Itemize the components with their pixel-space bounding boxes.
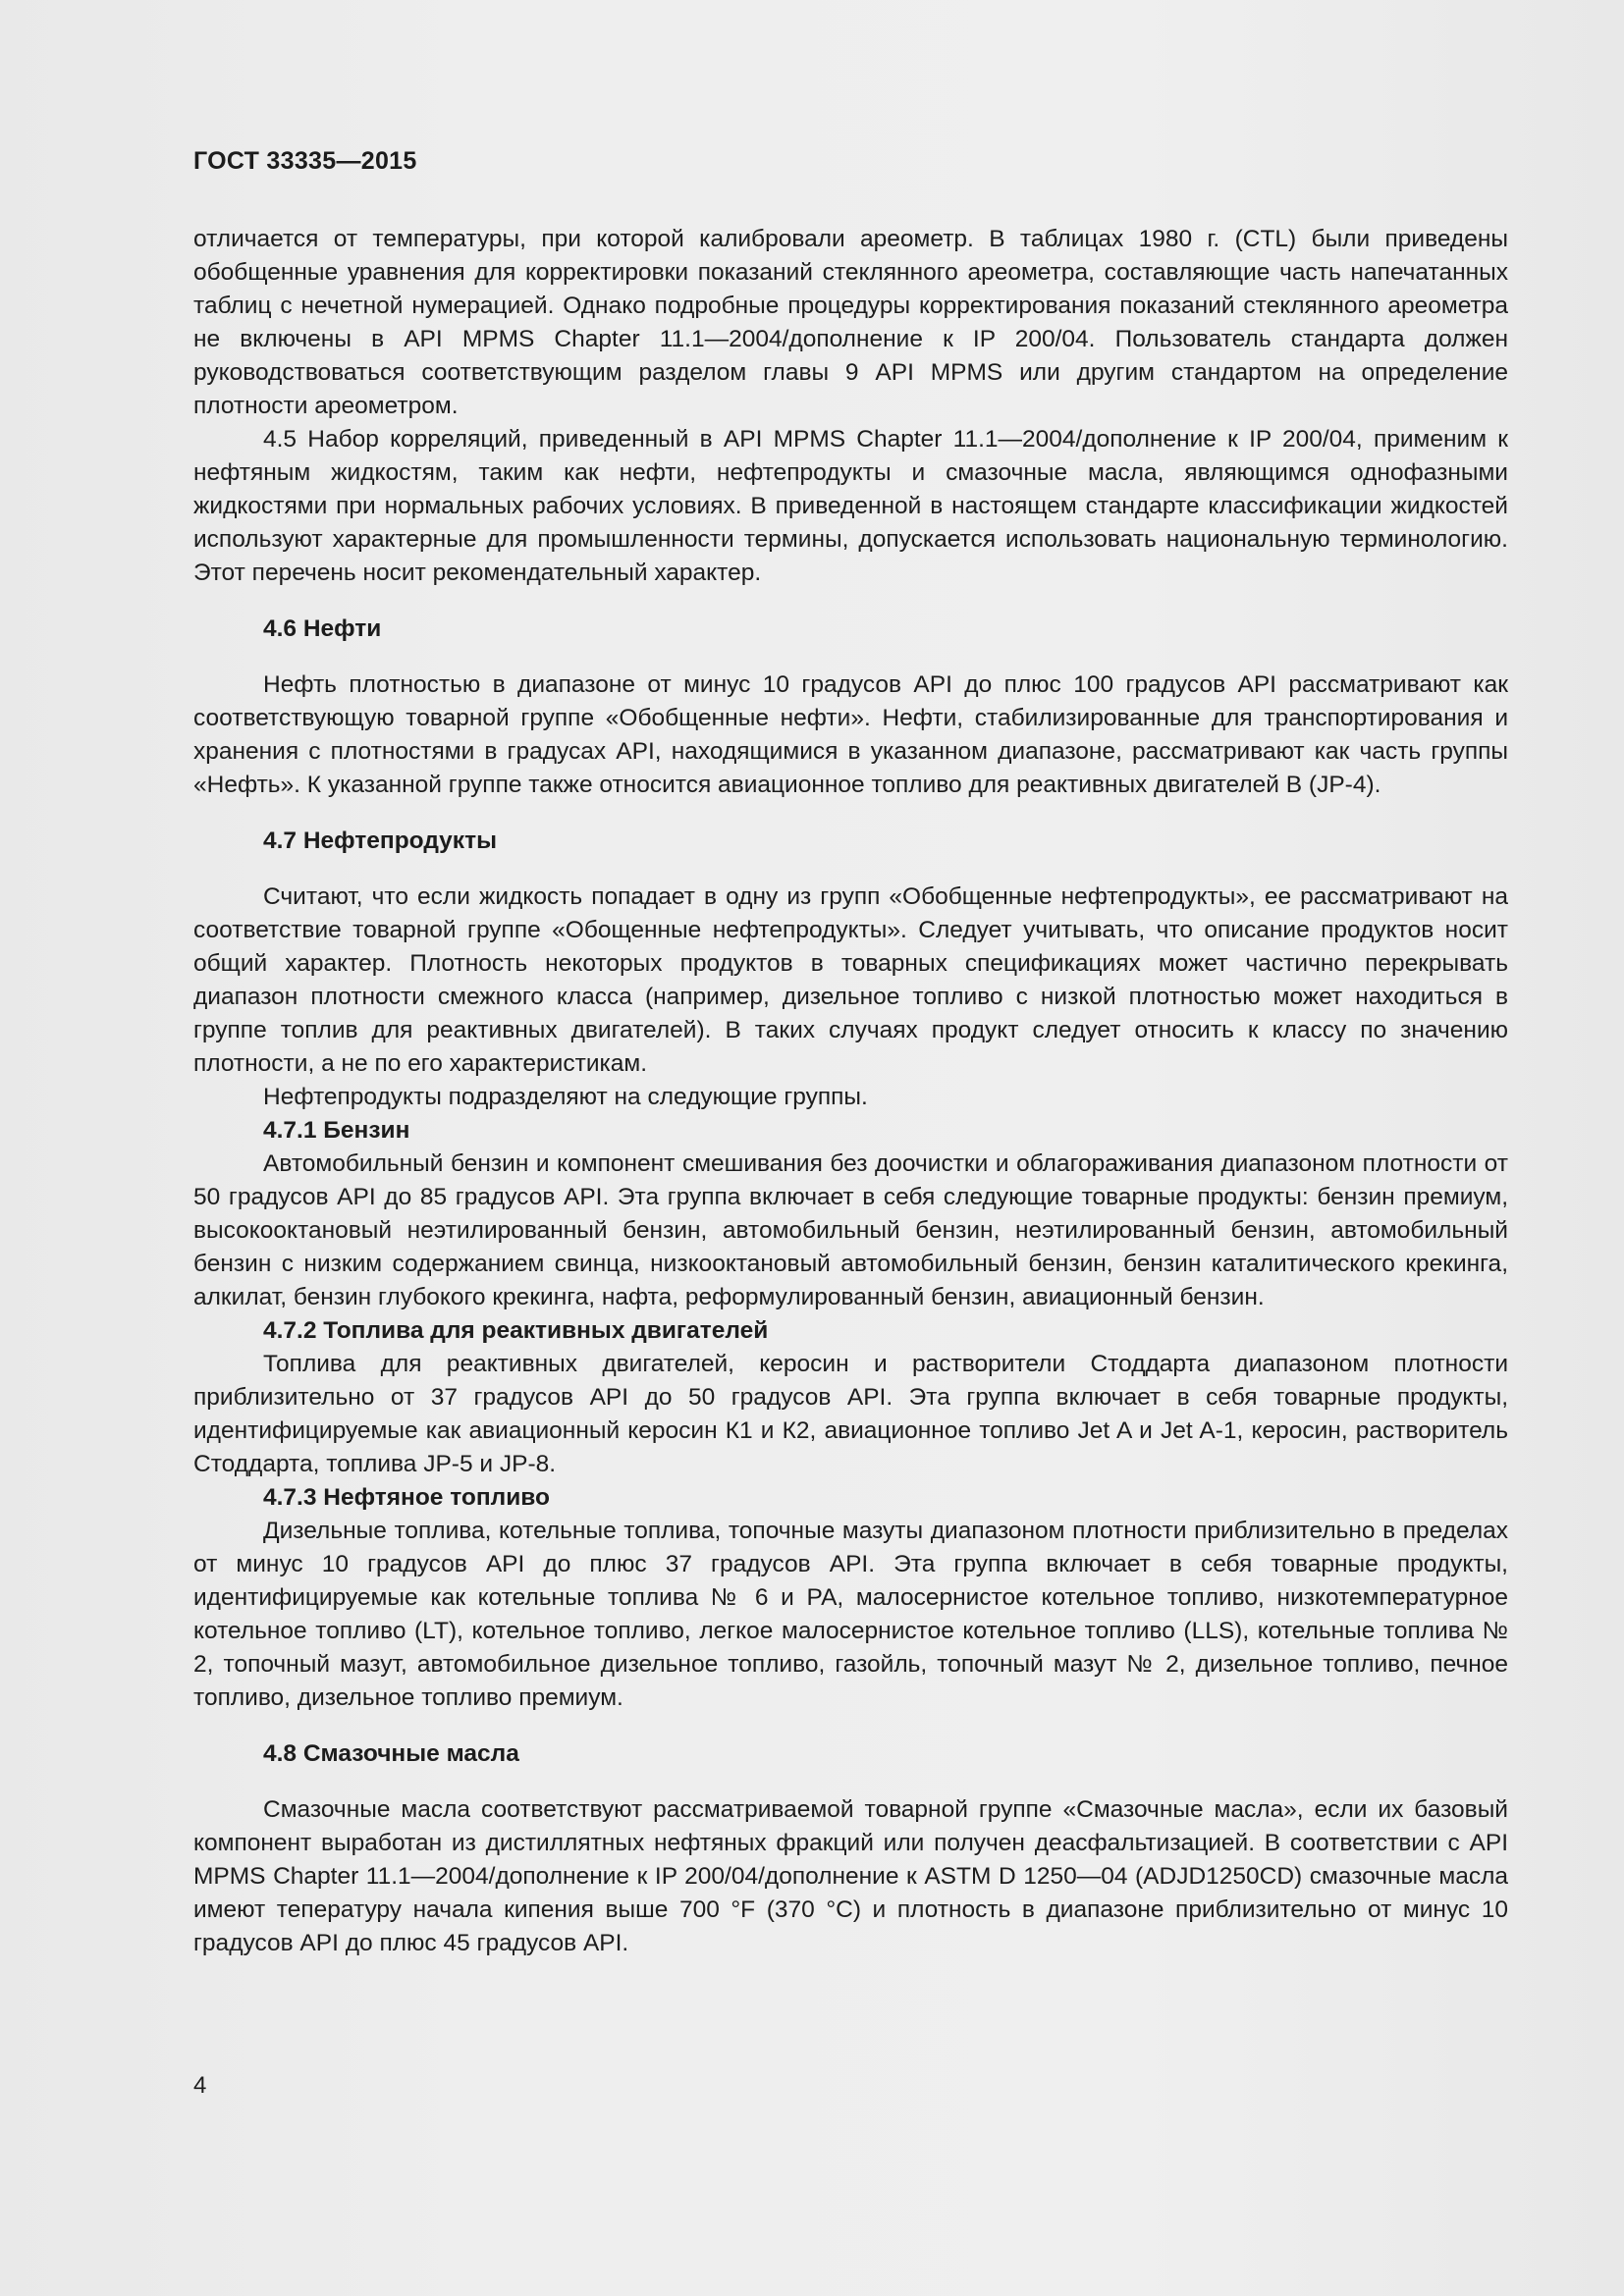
section-heading-4-6: 4.6 Нефти: [263, 615, 382, 642]
paragraph-4-7-1: Автомобильный бензин и компонент смешивания без доочистки и облагораживания диапазоном плотности от 50 градусов API до 85 градусов API. Эта группа включает в себя следующие товарные продукты: бензин премиум, высокооктановый неэтилированный бензин, автомобильный бензин, неэтилированный бензин, автомобильный бензин с низким содержанием свинца, низкооктановый автомобильный бензин, бензин каталитического крекинга, алкилат, бензин глубокого крекинга, нафта, реформулированный бензин, авиационный бензин.: [193, 1150, 1508, 1310]
section-heading-4-7: 4.7 Нефтепродукты: [263, 828, 497, 854]
document-header: ГОСТ 33335—2015: [193, 147, 417, 175]
subsection-heading-4-7-3: 4.7.3 Нефтяное топливо: [263, 1484, 550, 1511]
paragraph-4-7-3: Дизельные топлива, котельные топлива, топочные мазуты диапазоном плотности приблизительно в пределах от минус 10 градусов API до плюс 37 градусов API. Эта группа включает в себя товарные продукты, идентифицируемые как котельные топлива № 6 и PA, малосернистое котельное топливо, низкотемпературное котельное топливо (LT), котельное топливо, легкое малосернистое котельное топливо (LLS), котельные топлива № 2, топочный мазут, автомобильное дизельное топливо, газойль, топочный мазут № 2, дизельное топливо, печное топливо, дизельное топливо премиум.: [193, 1518, 1508, 1711]
paragraph-intro: отличается от температуры, при которой калибровали ареометр. В таблицах 1980 г. (CTL) были приведены обобщенные уравнения для корректировки показаний стеклянного ареометра, составляющие часть напечатанных таблиц с нечетной нумерацией. Однако подробные процедуры корректирования показаний стеклянного ареометра не включены в API MPMS Chapter 11.1—2004/дополнение к IP 200/04. Пользователь стандарта должен руководствоваться соответствующим разделом главы 9 API MPMS или другим стандартом на определение плотности ареометром.: [193, 226, 1508, 419]
paragraph-4-8: Смазочные масла соответствуют рассматриваемой товарной группе «Смазочные масла», если их базовый компонент выработан из дистиллятных нефтяных фракций или получен деасфальтизацией. В соответствии с API MPMS Chapter 11.1—2004/дополнение к IP 200/04/дополнение к ASTM D 1250—04 (ADJD1250CD) смазочные масла имеют тепературу начала кипения выше 700 °F (370 °С) и плотность в диапазоне приблизительно от минус 10 градусов API до плюс 45 градусов API.: [193, 1796, 1508, 1956]
page-number: 4: [193, 2072, 207, 2099]
paragraph-4-6: Нефть плотностью в диапазоне от минус 10 градусов API до плюс 100 градусов API рассматривают как соответствующую товарной группе «Обобщенные нефти». Нефти, стабилизированные для транспортирования и хранения с плотностями в градусах API, находящимися в указанном диапазоне, рассматривают как часть группы «Нефть». К указанной группе также относится авиационное топливо для реактивных двигателей B (JP-4).: [193, 671, 1508, 798]
document-body: [193, 223, 1508, 1960]
section-heading-4-8: 4.8 Смазочные масла: [263, 1740, 519, 1767]
paragraph-4-5: 4.5 Набор корреляций, приведенный в API MPMS Chapter 11.1—2004/дополнение к IP 200/04, применим к нефтяным жидкостям, таким как нефти, нефтепродукты и смазочные масла, являющимся однофазными жидкостями при нормальных рабочих условиях. В приведенной в настоящем стандарте классификации жидкостей используют характерные для промышленности термины, допускается использовать национальную терминологию. Этот перечень носит рекомендательный характер.: [193, 426, 1508, 586]
paragraph-4-7-b: Нефтепродукты подразделяют на следующие группы.: [263, 1084, 868, 1110]
paragraph-4-7-2: Топлива для реактивных двигателей, керосин и растворители Стоддарта диапазоном плотности приблизительно от 37 градусов API до 50 градусов API. Эта группа включает в себя товарные продукты, идентифицируемые как авиационный керосин К1 и К2, авиационное топливо Jet A и Jet A-1, керосин, растворитель Стоддарта, топлива JP-5 и JP-8.: [193, 1351, 1508, 1477]
paragraph-4-7-a: Считают, что если жидкость попадает в одну из групп «Обобщенные нефтепродукты», ее рассматривают на соответствие товарной группе «Обощенные нефтепродукты». Следует учитывать, что описание продуктов носит общий характер. Плотность некоторых продуктов в товарных спецификациях может частично перекрывать диапазон плотности смежного класса (например, дизельное топливо с низкой плотностью может находиться в группе топлив для реактивных двигателей). В таких случаях продукт следует относить к классу по значению плотности, а не по его характеристикам.: [193, 883, 1508, 1077]
subsection-heading-4-7-2: 4.7.2 Топлива для реактивных двигателей: [263, 1317, 769, 1344]
subsection-heading-4-7-1: 4.7.1 Бензин: [263, 1117, 410, 1144]
